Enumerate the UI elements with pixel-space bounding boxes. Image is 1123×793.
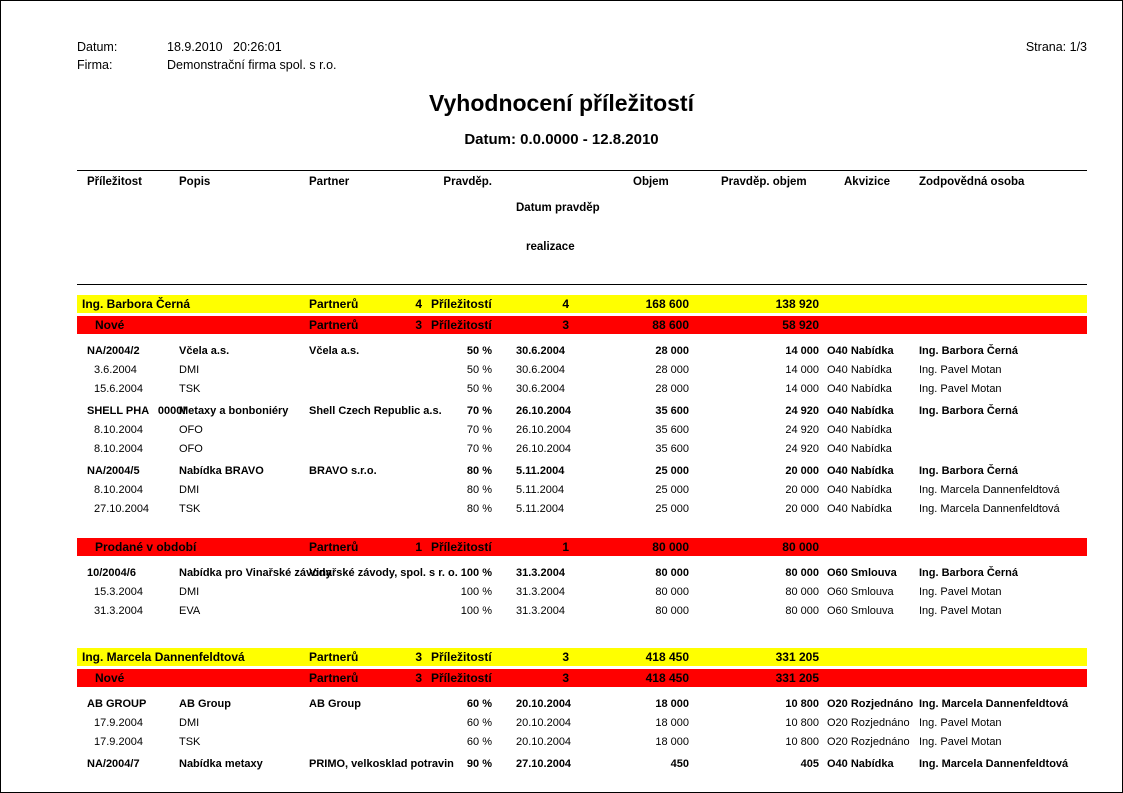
cell-objem: 35 600 xyxy=(655,424,689,436)
report-date-label: Datum: xyxy=(77,40,118,54)
table-row xyxy=(77,462,1087,481)
cell-spacer xyxy=(492,714,516,733)
cell-akvizice: O40 Nabídka xyxy=(827,345,894,357)
band-opportunities-label: Příležitostí xyxy=(431,650,492,664)
cell-osoba: Ing. Pavel Motan xyxy=(919,364,1002,376)
cell-partner xyxy=(309,361,437,380)
band-partners xyxy=(309,297,422,311)
col-header-popis: Popis xyxy=(179,176,211,188)
band-opportunities-count: 3 xyxy=(562,671,569,685)
cell-prilezitost: 17.9.2004 xyxy=(94,717,143,729)
cell-prilezitost: NA/2004/2 xyxy=(87,345,140,357)
cell-akvizice: O40 Nabídka xyxy=(827,758,894,770)
cell-osoba: Ing. Marcela Dannenfeldtová xyxy=(919,484,1060,496)
cell-spacer xyxy=(492,481,516,500)
cell-pravdep: 100 % xyxy=(460,567,492,579)
band-pravdep-objem: 138 920 xyxy=(775,297,819,311)
cell-pravdep-objem: 20 000 xyxy=(785,465,819,477)
cell-pravdep-objem: 10 800 xyxy=(785,717,819,729)
cell-popis: OFO xyxy=(179,443,203,455)
cell-spacer xyxy=(492,755,516,774)
report-subtitle: Datum: 0.0.0000 - 12.8.2010 xyxy=(464,131,659,148)
band-opportunities-label: Příležitostí xyxy=(431,540,492,554)
report-meta xyxy=(77,1,1087,74)
col-header-osoba: Zodpovědná osoba xyxy=(919,176,1025,188)
cell-pravdep: 50 % xyxy=(466,364,492,376)
cell-spacer xyxy=(492,402,516,421)
cell-akvizice: O40 Nabídka xyxy=(827,364,892,376)
table-header-row xyxy=(77,176,1087,280)
cell-datum-realizace: 26.10.2004 xyxy=(516,443,572,455)
band-partners-label: Partnerů xyxy=(309,318,359,332)
subgroup-summary-band xyxy=(77,316,1087,334)
cell-pravdep: 100 % xyxy=(460,605,492,617)
cell-pravdep-objem: 80 000 xyxy=(785,567,819,579)
table-row xyxy=(77,583,1087,602)
cell-osoba: Ing. Barbora Černá xyxy=(919,465,1019,477)
cell-osoba: Ing. Pavel Motan xyxy=(919,383,1002,395)
col-header-objem: Objem xyxy=(633,176,669,188)
cell-akvizice: O20 Rozjednáno xyxy=(827,717,910,729)
cell-datum-realizace: 31.3.2004 xyxy=(516,586,565,598)
cell-popis: Nabídka metaxy xyxy=(179,758,263,770)
cell-datum-realizace: 31.3.2004 xyxy=(516,567,565,579)
cell-spacer xyxy=(492,733,516,752)
band-objem: 418 450 xyxy=(645,671,689,685)
cell-osoba: Ing. Pavel Motan xyxy=(919,605,1002,617)
cell-pravdep: 70 % xyxy=(466,424,492,436)
table-row xyxy=(77,342,1087,361)
band-partners-count: 3 xyxy=(415,318,422,332)
band-opportunities-count: 1 xyxy=(562,540,569,554)
table-row xyxy=(77,440,1087,459)
cell-popis: EVA xyxy=(179,605,201,617)
cell-popis: DMI xyxy=(179,364,200,376)
band-name: Nové xyxy=(95,318,125,332)
band-opportunities-label: Příležitostí xyxy=(431,671,492,685)
band-pravdep-objem: 80 000 xyxy=(782,540,819,554)
cell-partner xyxy=(309,714,437,733)
cell-osoba: Ing. Barbora Černá xyxy=(919,345,1019,357)
cell-spacer xyxy=(492,380,516,399)
table-row xyxy=(77,361,1087,380)
cell-partner: PRIMO, velkosklad potravin xyxy=(309,758,454,770)
cell-akvizice: O60 Smlouva xyxy=(827,605,894,617)
cell-popis: DMI xyxy=(179,717,200,729)
col-header-datum-realizace xyxy=(516,176,627,280)
cell-objem: 80 000 xyxy=(655,586,689,598)
cell-pravdep-objem: 24 920 xyxy=(785,443,819,455)
table-row xyxy=(77,733,1087,752)
band-partners-label: Partnerů xyxy=(309,671,359,685)
cell-datum-realizace: 26.10.2004 xyxy=(516,405,572,417)
cell-prilezitost: 8.10.2004 xyxy=(94,443,143,455)
cell-prilezitost: 15.3.2004 xyxy=(94,586,143,598)
cell-pravdep-objem: 24 920 xyxy=(785,405,819,417)
band-partners xyxy=(309,650,422,664)
cell-partner xyxy=(309,481,437,500)
cell-prilezitost: NA/2004/5 xyxy=(87,465,140,477)
band-partners-label: Partnerů xyxy=(309,540,359,554)
cell-pravdep: 50 % xyxy=(466,345,492,357)
cell-partner xyxy=(309,440,437,459)
cell-akvizice: O40 Nabídka xyxy=(827,405,894,417)
cell-prilezitost: NA/2004/7 xyxy=(87,758,140,770)
band-name: Ing. Barbora Černá xyxy=(82,297,191,311)
cell-osoba: Ing. Marcela Dannenfeldtová xyxy=(919,503,1060,515)
cell-datum-realizace: 26.10.2004 xyxy=(516,424,572,436)
cell-objem: 18 000 xyxy=(655,717,689,729)
cell-popis: Včela a.s. xyxy=(179,345,230,357)
cell-prilezitost: 8.10.2004 xyxy=(94,484,143,496)
cell-osoba xyxy=(915,421,1087,440)
cell-objem: 80 000 xyxy=(655,567,689,579)
cell-partner xyxy=(309,421,437,440)
cell-prilezitost: SHELL PHA 0000! xyxy=(87,405,187,417)
band-partners-count: 3 xyxy=(415,650,422,664)
cell-partner: Vinařské závody, spol. s r. o. xyxy=(309,567,458,579)
report-company-value: Demonstrační firma spol. s r.o. xyxy=(167,58,337,72)
report-meta-left xyxy=(77,38,337,74)
cell-partner: BRAVO s.r.o. xyxy=(309,465,377,477)
band-opportunities-label: Příležitostí xyxy=(431,318,492,332)
cell-popis: OFO xyxy=(179,424,203,436)
band-objem: 168 600 xyxy=(645,297,689,311)
cell-objem: 450 xyxy=(670,758,689,770)
band-partners xyxy=(309,540,422,554)
cell-datum-realizace: 5.11.2004 xyxy=(516,465,565,477)
cell-popis: DMI xyxy=(179,484,200,496)
table-row xyxy=(77,695,1087,714)
col-header-spacer xyxy=(492,176,516,280)
cell-objem: 18 000 xyxy=(655,736,689,748)
cell-spacer xyxy=(492,361,516,380)
report-date-line xyxy=(77,38,337,56)
cell-spacer xyxy=(492,462,516,481)
band-partners-label: Partnerů xyxy=(309,297,359,311)
cell-pravdep-objem: 14 000 xyxy=(785,364,819,376)
cell-akvizice: O40 Nabídka xyxy=(827,503,892,515)
subgroup-summary-band xyxy=(77,669,1087,687)
cell-akvizice: O40 Nabídka xyxy=(827,465,894,477)
cell-datum-realizace: 20.10.2004 xyxy=(516,698,572,710)
table-body xyxy=(77,295,1087,774)
cell-pravdep: 70 % xyxy=(466,443,492,455)
table-row xyxy=(77,564,1087,583)
band-opportunities xyxy=(431,318,569,332)
cell-spacer xyxy=(492,564,516,583)
cell-pravdep: 60 % xyxy=(466,717,492,729)
cell-spacer xyxy=(492,602,516,621)
cell-pravdep: 60 % xyxy=(466,736,492,748)
report-company-label: Firma: xyxy=(77,58,113,72)
cell-osoba: Ing. Marcela Dannenfeldtová xyxy=(919,758,1069,770)
band-name: Prodané v období xyxy=(95,540,197,554)
table-row xyxy=(77,402,1087,421)
report-date-value: 18.9.2010 20:26:01 xyxy=(167,40,282,54)
cell-spacer xyxy=(492,583,516,602)
cell-popis: Metaxy a bonboniéry xyxy=(179,405,289,417)
report-table xyxy=(77,170,1087,774)
band-opportunities xyxy=(431,650,569,664)
band-opportunities xyxy=(431,540,569,554)
cell-spacer xyxy=(492,500,516,519)
cell-akvizice: O40 Nabídka xyxy=(827,443,892,455)
cell-pravdep-objem: 80 000 xyxy=(785,605,819,617)
page-number: Strana: 1/3 xyxy=(1025,40,1087,54)
band-objem: 418 450 xyxy=(645,650,689,664)
cell-datum-realizace: 5.11.2004 xyxy=(516,503,565,515)
band-partners-label: Partnerů xyxy=(309,650,359,664)
subgroup-summary-band xyxy=(77,538,1087,556)
col-header-prilezitost: Příležitost xyxy=(87,176,142,188)
band-opportunities-label: Příležitostí xyxy=(431,297,492,311)
band-objem: 88 600 xyxy=(652,318,689,332)
cell-popis: AB Group xyxy=(179,698,231,710)
band-opportunities xyxy=(431,297,569,311)
cell-osoba xyxy=(915,440,1087,459)
cell-pravdep: 80 % xyxy=(466,503,492,515)
cell-popis: TSK xyxy=(179,383,201,395)
band-pravdep-objem: 331 205 xyxy=(775,650,819,664)
cell-osoba: Ing. Pavel Motan xyxy=(919,717,1002,729)
cell-akvizice: O20 Rozjednáno xyxy=(827,698,914,710)
cell-partner xyxy=(309,733,437,752)
band-partners xyxy=(309,671,422,685)
cell-prilezitost: 15.6.2004 xyxy=(94,383,143,395)
cell-objem: 35 600 xyxy=(655,405,689,417)
cell-pravdep-objem: 20 000 xyxy=(785,503,819,515)
band-opportunities xyxy=(431,671,569,685)
cell-osoba: Ing. Marcela Dannenfeldtová xyxy=(919,698,1069,710)
col-header-datum-line1: Datum pravděp xyxy=(516,202,600,214)
table-row xyxy=(77,714,1087,733)
cell-objem: 28 000 xyxy=(655,364,689,376)
cell-pravdep: 90 % xyxy=(466,758,492,770)
cell-prilezitost: 10/2004/6 xyxy=(87,567,136,579)
cell-spacer xyxy=(492,440,516,459)
cell-prilezitost: AB GROUP xyxy=(87,698,147,710)
cell-akvizice: O40 Nabídka xyxy=(827,424,892,436)
cell-pravdep-objem: 10 800 xyxy=(785,698,819,710)
band-partners xyxy=(309,318,422,332)
cell-osoba: Ing. Pavel Motan xyxy=(919,586,1002,598)
cell-datum-realizace: 31.3.2004 xyxy=(516,605,565,617)
band-partners-count: 1 xyxy=(415,540,422,554)
report-company-line xyxy=(77,56,337,74)
cell-spacer xyxy=(492,342,516,361)
cell-objem: 35 600 xyxy=(655,443,689,455)
cell-objem: 18 000 xyxy=(655,698,689,710)
cell-partner: Včela a.s. xyxy=(309,345,360,357)
cell-datum-realizace: 30.6.2004 xyxy=(516,364,565,376)
cell-datum-realizace: 27.10.2004 xyxy=(516,758,572,770)
cell-akvizice: O60 Smlouva xyxy=(827,567,897,579)
table-row xyxy=(77,602,1087,621)
cell-akvizice: O20 Rozjednáno xyxy=(827,736,910,748)
cell-pravdep: 100 % xyxy=(460,586,492,598)
cell-partner: Shell Czech Republic a.s. xyxy=(309,405,442,417)
cell-objem: 80 000 xyxy=(655,605,689,617)
cell-datum-realizace: 30.6.2004 xyxy=(516,383,565,395)
table-row xyxy=(77,500,1087,519)
cell-pravdep-objem: 24 920 xyxy=(785,424,819,436)
cell-popis: Nabídka BRAVO xyxy=(179,465,264,477)
cell-datum-realizace: 30.6.2004 xyxy=(516,345,565,357)
cell-objem: 25 000 xyxy=(655,465,689,477)
band-opportunities-count: 3 xyxy=(562,650,569,664)
cell-akvizice: O60 Smlouva xyxy=(827,586,894,598)
cell-datum-realizace: 20.10.2004 xyxy=(516,717,572,729)
table-row xyxy=(77,481,1087,500)
band-name: Nové xyxy=(95,671,125,685)
cell-pravdep: 80 % xyxy=(466,484,492,496)
cell-popis: TSK xyxy=(179,736,201,748)
band-partners-count: 4 xyxy=(415,297,422,311)
cell-pravdep-objem: 10 800 xyxy=(785,736,819,748)
cell-datum-realizace: 5.11.2004 xyxy=(516,484,565,496)
band-pravdep-objem: 331 205 xyxy=(775,671,819,685)
col-header-akvizice: Akvizice xyxy=(844,176,891,188)
band-pravdep-objem: 58 920 xyxy=(782,318,819,332)
cell-pravdep-objem: 20 000 xyxy=(785,484,819,496)
cell-pravdep-objem: 80 000 xyxy=(785,586,819,598)
col-header-partner: Partner xyxy=(309,176,350,188)
cell-osoba: Ing. Barbora Černá xyxy=(919,567,1019,579)
band-partners-count: 3 xyxy=(415,671,422,685)
table-row xyxy=(77,421,1087,440)
cell-pravdep-objem: 14 000 xyxy=(785,383,819,395)
cell-osoba: Ing. Barbora Černá xyxy=(919,405,1019,417)
cell-pravdep-objem: 405 xyxy=(800,758,819,770)
cell-partner xyxy=(309,602,437,621)
col-header-pravdep-objem: Pravděp. objem xyxy=(721,176,807,188)
cell-prilezitost: 17.9.2004 xyxy=(94,736,143,748)
cell-popis: TSK xyxy=(179,503,201,515)
cell-akvizice: O40 Nabídka xyxy=(827,383,892,395)
cell-akvizice: O40 Nabídka xyxy=(827,484,892,496)
report-title: Vyhodnocení příležitostí xyxy=(429,90,694,116)
cell-prilezitost: 27.10.2004 xyxy=(94,503,150,515)
table-row xyxy=(77,380,1087,399)
cell-prilezitost: 31.3.2004 xyxy=(94,605,143,617)
group-summary-band xyxy=(77,295,1087,313)
cell-spacer xyxy=(492,421,516,440)
band-opportunities-count: 4 xyxy=(562,297,569,311)
cell-pravdep: 80 % xyxy=(466,465,492,477)
cell-objem: 25 000 xyxy=(655,503,689,515)
cell-datum-realizace: 20.10.2004 xyxy=(516,736,572,748)
group-summary-band xyxy=(77,648,1087,666)
cell-partner xyxy=(309,380,437,399)
cell-prilezitost: 8.10.2004 xyxy=(94,424,143,436)
cell-partner: AB Group xyxy=(309,698,361,710)
cell-pravdep-objem: 14 000 xyxy=(785,345,819,357)
cell-partner xyxy=(309,500,437,519)
cell-prilezitost: 3.6.2004 xyxy=(94,364,137,376)
band-objem: 80 000 xyxy=(652,540,689,554)
cell-pravdep: 50 % xyxy=(466,383,492,395)
table-row xyxy=(77,755,1087,774)
cell-objem: 25 000 xyxy=(655,484,689,496)
cell-osoba: Ing. Pavel Motan xyxy=(919,736,1002,748)
band-opportunities-count: 3 xyxy=(562,318,569,332)
col-header-pravdep: Pravděp. xyxy=(443,176,492,188)
cell-pravdep: 70 % xyxy=(466,405,492,417)
cell-popis: DMI xyxy=(179,586,200,598)
col-header-datum-line2: realizace xyxy=(526,241,575,253)
cell-popis: Nabídka pro Vinařské závody xyxy=(179,567,332,579)
cell-objem: 28 000 xyxy=(655,383,689,395)
cell-pravdep: 60 % xyxy=(466,698,492,710)
cell-objem: 28 000 xyxy=(655,345,689,357)
cell-partner xyxy=(309,583,437,602)
band-name: Ing. Marcela Dannenfeldtová xyxy=(82,650,245,664)
table-header xyxy=(77,170,1087,285)
cell-spacer xyxy=(492,695,516,714)
